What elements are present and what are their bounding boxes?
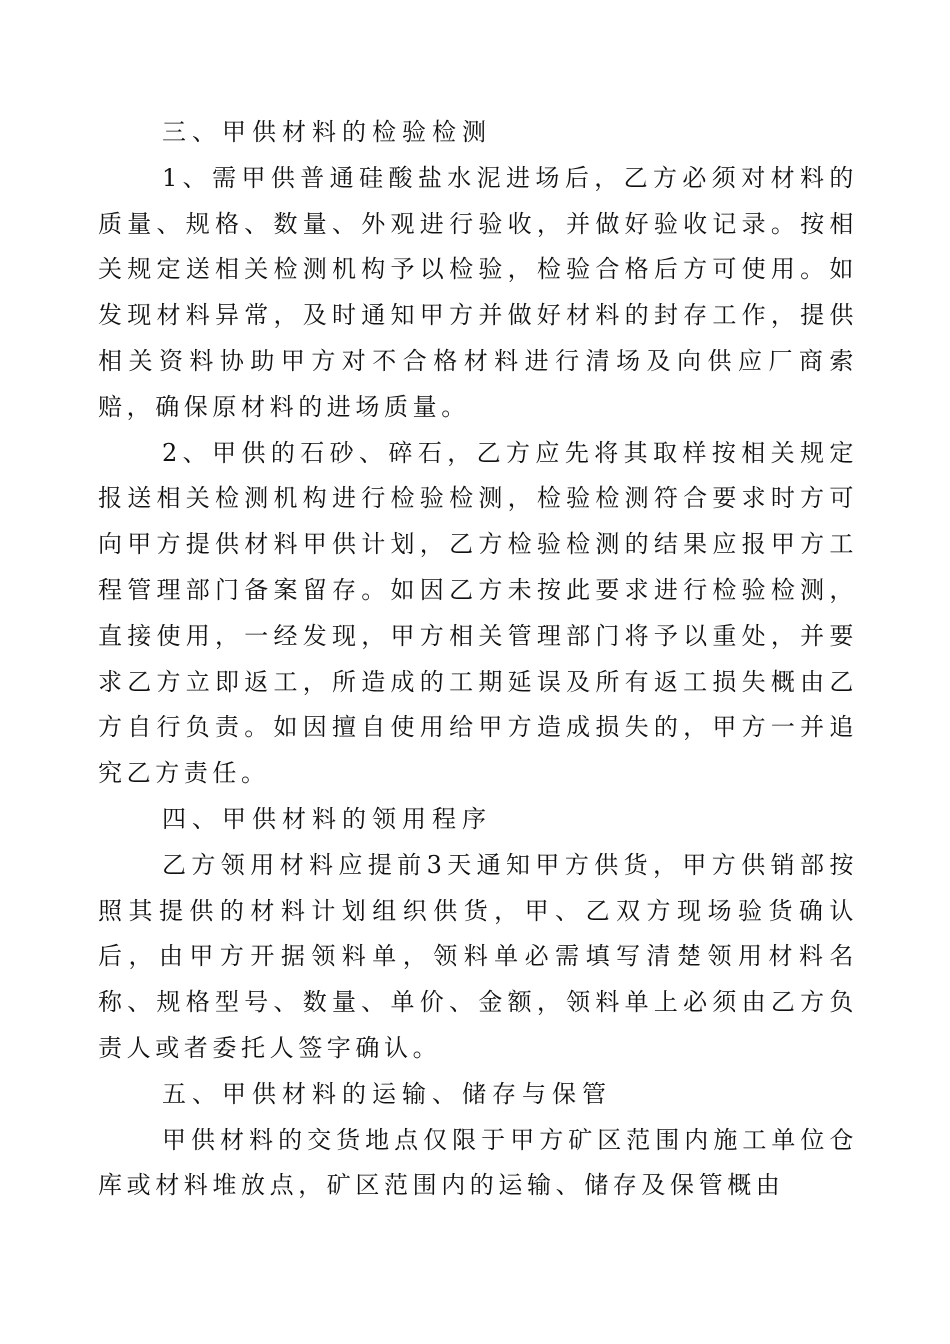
section-4-paragraph-1: 乙方领用材料应提前3天通知甲方供货，甲方供销部按照其提供的材料计划组织供货，甲、乙双方现场验货确认后，由甲方开据领料单，领料单必需填写清楚领用材料名称、规格型号、数量、单价、金额，领料单上必须由乙方负责人或者委托人签字确认。 xyxy=(98,850,858,1062)
section-3-paragraph-1: 1、需甲供普通硅酸盐水泥进场后，乙方必须对材料的质量、规格、数量、外观进行验收，并做好验收记录。按相关规定送相关检测机构予以检验，检验合格后方可使用。如发现材料异常，及时通知甲方并做好材料的封存工作，提供相关资料协助甲方对不合格材料进行清场及向供应厂商索赔，确保原材料的进场质量。 xyxy=(98,163,858,421)
section-5-paragraph-1: 甲供材料的交货地点仅限于甲方矿区范围内施工单位仓库或材料堆放点，矿区范围内的运输、储存及保管概由 xyxy=(98,1125,858,1200)
section-4-heading: 四、甲供材料的领用程序 xyxy=(162,804,492,833)
section-5-heading: 五、甲供材料的运输、储存与保管 xyxy=(162,1079,612,1108)
document-page xyxy=(98,110,858,1209)
section-3-heading: 三、甲供材料的检验检测 xyxy=(162,118,492,146)
section-3-paragraph-2: 2、甲供的石砂、碎石，乙方应先将其取样按相关规定报送相关检测机构进行检验检测，检验检测符合要求时方可向甲方提供材料甲供计划，乙方检验检测的结果应报甲方工程管理部门备案留存。如因乙方未按此要求进行检验检测，直接使用，一经发现，甲方相关管理部门将予以重处，并要求乙方立即返工，所造成的工期延误及所有返工损失概由乙方自行负责。如因擅自使用给甲方造成损失的，甲方一并追究乙方责任。 xyxy=(98,438,858,788)
